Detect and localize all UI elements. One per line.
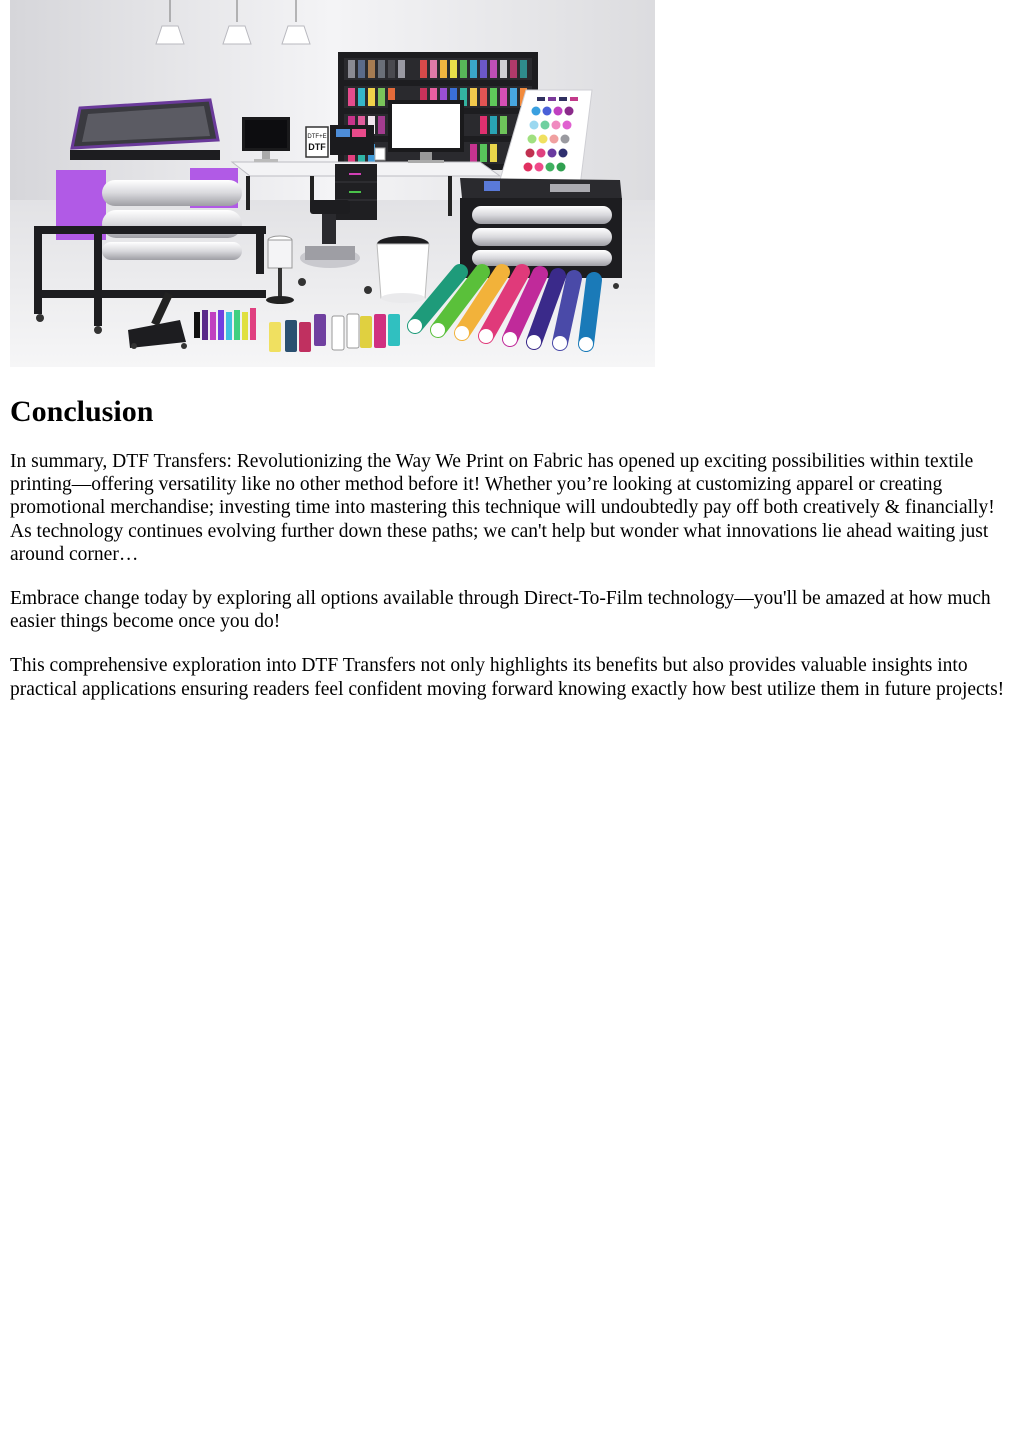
article: [10, 0, 1014, 701]
svg-text:DTF+E: DTF+E: [307, 134, 327, 140]
svg-text:DTF: DTF: [308, 142, 326, 152]
desk-printer: [330, 125, 374, 155]
hero-image: [10, 0, 655, 367]
dtf-sign: [306, 127, 328, 157]
paragraph-exploration: This comprehensive exploration into DTF Transfers not only highlights its benefits but also provides valuable insights into practical applications ensuring readers feel confident moving forward knowing exactly how best utilize them in future projects!: [10, 655, 1005, 700]
bucket: [377, 236, 429, 303]
paragraph-summary: In summary, DTF Transfers: Revolutionizing the Way We Print on Fabric has opened up exciting possibilities within textile printing—offering versatility like no other method before it! Whether you’re looking at customizing apparel or creating promotional merchandise; investing time into mastering this technique will undoubtedly pay off both creatively & financially! As technology continues evolving further down these paths; we can't help but wonder what innovations lie ahead waiting just around corner…: [10, 451, 995, 565]
section-heading: Conclusion: [10, 395, 154, 428]
paragraph-embrace-change: Embrace change today by exploring all options available through Direct-To-Film technology—you'll be amazed at how much easier things become once you do!: [10, 588, 991, 633]
